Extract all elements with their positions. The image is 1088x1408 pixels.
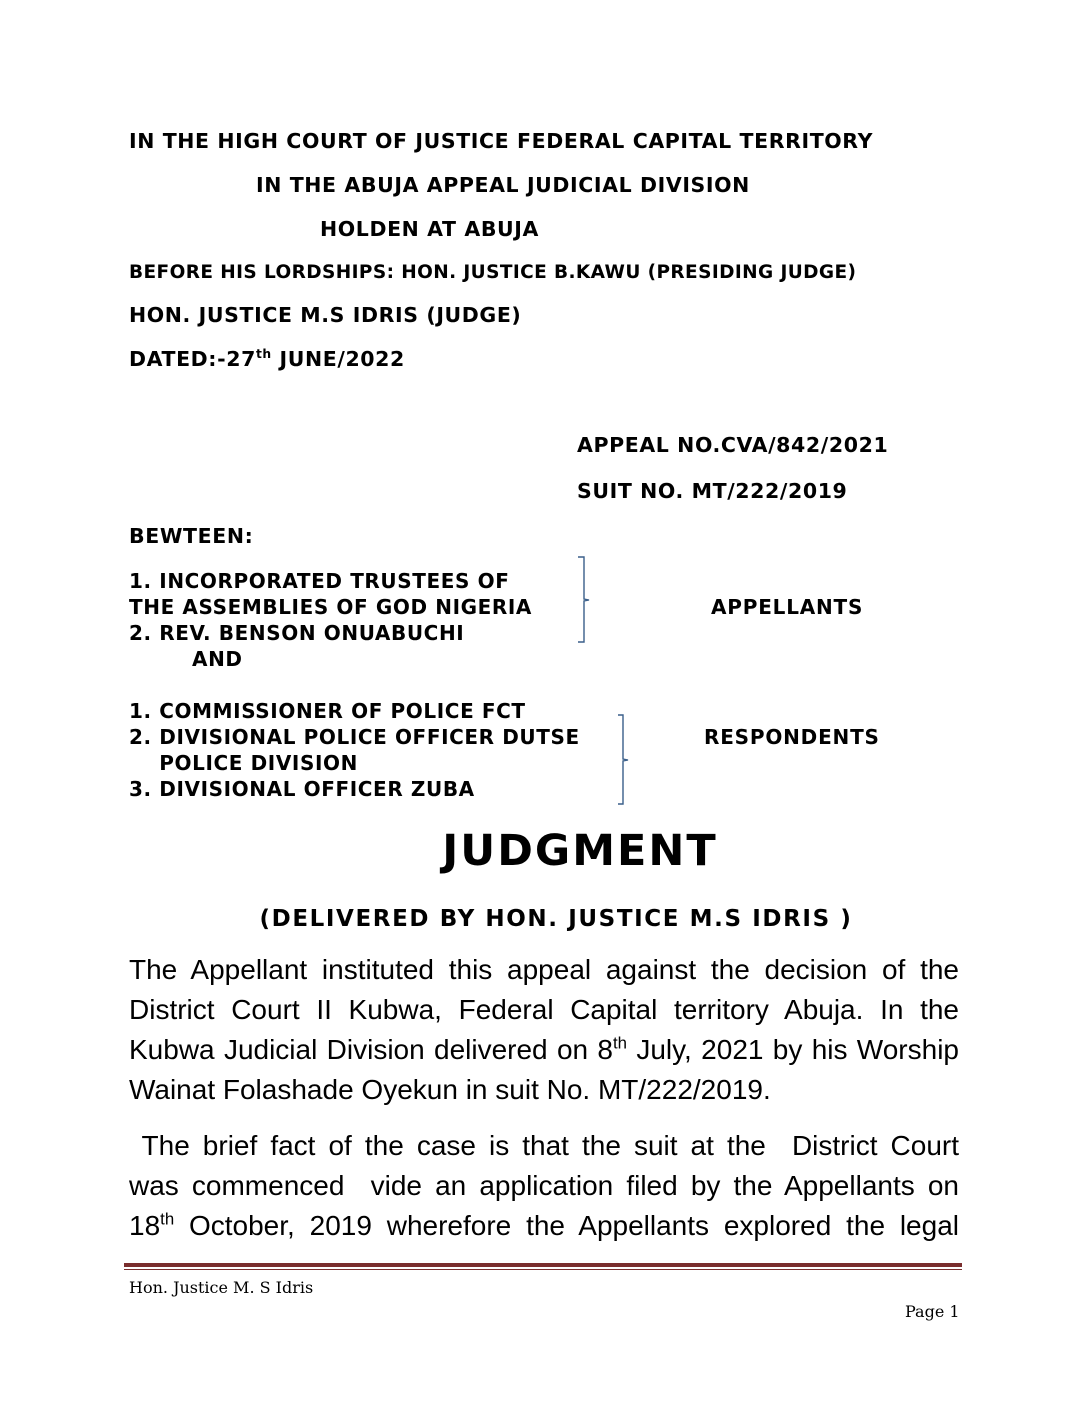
and-label: AND	[192, 647, 243, 671]
respondent-line-2: 2. DIVISIONAL POLICE OFFICER DUTSE	[129, 725, 580, 749]
p1-line3-ordinal: th	[613, 1033, 628, 1053]
dated-prefix: DATED:-27	[129, 347, 256, 371]
footer-rule-thick	[124, 1263, 962, 1267]
appellant-line-1: 1. INCORPORATED TRUSTEES OF	[129, 569, 510, 593]
appellants-role: APPELLANTS	[711, 595, 864, 619]
respondents-bracket	[614, 714, 634, 806]
holden-heading: HOLDEN AT ABUJA	[320, 217, 539, 241]
respondent-line-4: 3. DIVISIONAL OFFICER ZUBA	[129, 777, 475, 801]
dated-line	[129, 346, 405, 372]
respondents-role: RESPONDENTS	[704, 725, 880, 749]
paragraph-1-line-2: District Court II Kubwa, Federal Capital territory Abuja. In the	[129, 994, 959, 1025]
paragraph-1-line-3	[129, 1030, 959, 1070]
before-lordships: BEFORE HIS LORDSHIPS: HON. JUSTICE B.KAWU (PRESIDING JUDGE)	[129, 262, 857, 283]
page-number: Page 1	[905, 1302, 960, 1321]
appellant-line-2: THE ASSEMBLIES OF GOD NIGERIA	[129, 595, 533, 619]
appeal-number: APPEAL NO.CVA/842/2021	[577, 433, 889, 457]
p2-line3-ordinal: th	[160, 1209, 175, 1229]
suit-number: SUIT NO. MT/222/2019	[577, 479, 848, 503]
paragraph-2-line-2: was commenced vide an application filed by the Appellants on	[129, 1170, 959, 1201]
court-heading: IN THE HIGH COURT OF JUSTICE FEDERAL CAPITAL TERRITORY	[129, 129, 874, 153]
respondent-line-1: 1. COMMISSIONER OF POLICE FCT	[129, 699, 526, 723]
paragraph-1	[129, 950, 959, 1110]
p2-line3-prefix: 18	[129, 1210, 161, 1241]
paragraph-2-line-3	[129, 1206, 959, 1246]
division-heading: IN THE ABUJA APPEAL JUDICIAL DIVISION	[256, 173, 750, 197]
delivered-by: (DELIVERED BY HON. JUSTICE M.S IDRIS )	[259, 906, 853, 932]
respondent-line-3: POLICE DIVISION	[129, 751, 358, 775]
between-label: BEWTEEN:	[129, 524, 254, 548]
footer-rule-thin	[124, 1269, 962, 1270]
dated-ordinal: th	[255, 347, 272, 362]
paragraph-1-line-4: Wainat Folashade Oyekun in suit No. MT/222/2019.	[129, 1074, 771, 1105]
dated-suffix: JUNE/2022	[271, 347, 405, 371]
p1-line3-suffix: July, 2021 by his Worship	[627, 1034, 959, 1065]
paragraph-1-line-1: The Appellant instituted this appeal against the decision of the	[129, 954, 959, 985]
p1-line3-prefix: Kubwa Judicial Division delivered on 8	[129, 1034, 614, 1065]
appellant-line-3: 2. REV. BENSON ONUABUCHI	[129, 621, 465, 645]
p2-line3-suffix: October, 2019 wherefore the Appellants explored the legal	[174, 1210, 959, 1241]
paragraph-2	[129, 1126, 959, 1246]
appellants-bracket	[572, 556, 592, 644]
footer-author: Hon. Justice M. S Idris	[129, 1278, 314, 1297]
second-judge: HON. JUSTICE M.S IDRIS (JUDGE)	[129, 303, 522, 327]
paragraph-2-line-1: The brief fact of the case is that the suit at the District Court	[129, 1130, 959, 1161]
judgment-title: JUDGMENT	[442, 826, 718, 876]
